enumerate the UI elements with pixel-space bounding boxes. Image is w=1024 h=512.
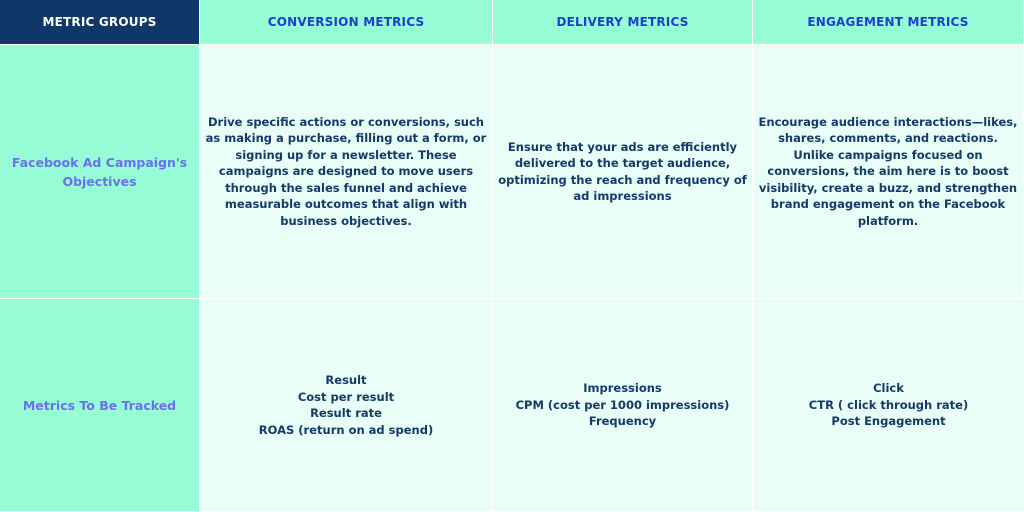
header-metric-groups [0, 0, 200, 45]
conversion-metric-list [259, 372, 433, 438]
objectives-label-text: Facebook Ad Campaign's Objectives [11, 154, 188, 189]
header-engagement-metrics [753, 0, 1024, 45]
cell-engagement-objective [753, 45, 1024, 299]
list-item: Result rate [310, 406, 382, 420]
header-conversion-metrics [200, 0, 493, 45]
conversion-objective-text: Drive specific actions or conversions, such as making a purchase, filling out a form, or signing up for a newsletter. These campaigns are designed to move users through the sales funnel and achieve measurable outcomes that align with business objectives. [205, 114, 487, 228]
engagement-objective-text: Encourage audience interactions—likes, shares, comments, and reactions. Unlike campaigns focused on conversions, the aim here is to boost visibility, create a buzz, and strengthen brand engagement on the Facebook platform. [758, 114, 1018, 228]
delivery-metric-list [516, 380, 730, 430]
cell-conversion-objective [200, 45, 493, 299]
header-delivery-metrics [493, 0, 753, 45]
cell-engagement-metrics [753, 299, 1024, 512]
header-engagement-label: ENGAGEMENT METRICS [807, 15, 969, 29]
header-delivery-label: DELIVERY METRICS [556, 15, 689, 29]
list-item: CTR ( click through rate) [808, 397, 969, 412]
list-item: Impressions [583, 381, 662, 396]
list-item: Result [325, 373, 367, 387]
list-item: CPM (cost per 1000 impressions) [515, 397, 730, 412]
header-conversion-label: CONVERSION METRICS [267, 15, 425, 29]
header-metric-groups-label: METRIC GROUPS [42, 15, 157, 29]
engagement-metric-list [809, 380, 968, 430]
list-item: Post Engagement [831, 414, 946, 429]
cell-conversion-metrics [200, 299, 493, 512]
list-item: Cost per result [297, 389, 395, 404]
cell-delivery-objective [493, 45, 753, 299]
list-item: ROAS (return on ad spend) [258, 422, 434, 437]
row-label-objectives [0, 45, 200, 299]
list-item: Click [873, 381, 904, 396]
list-item: Frequency [588, 414, 657, 429]
cell-delivery-metrics [493, 299, 753, 512]
delivery-objective-text: Ensure that your ads are efficiently delivered to the target audience, optimizing the reach and frequency of ad impressions [498, 139, 747, 203]
metrics-label-text: Metrics To Be Tracked [22, 397, 177, 413]
row-label-metrics [0, 299, 200, 512]
